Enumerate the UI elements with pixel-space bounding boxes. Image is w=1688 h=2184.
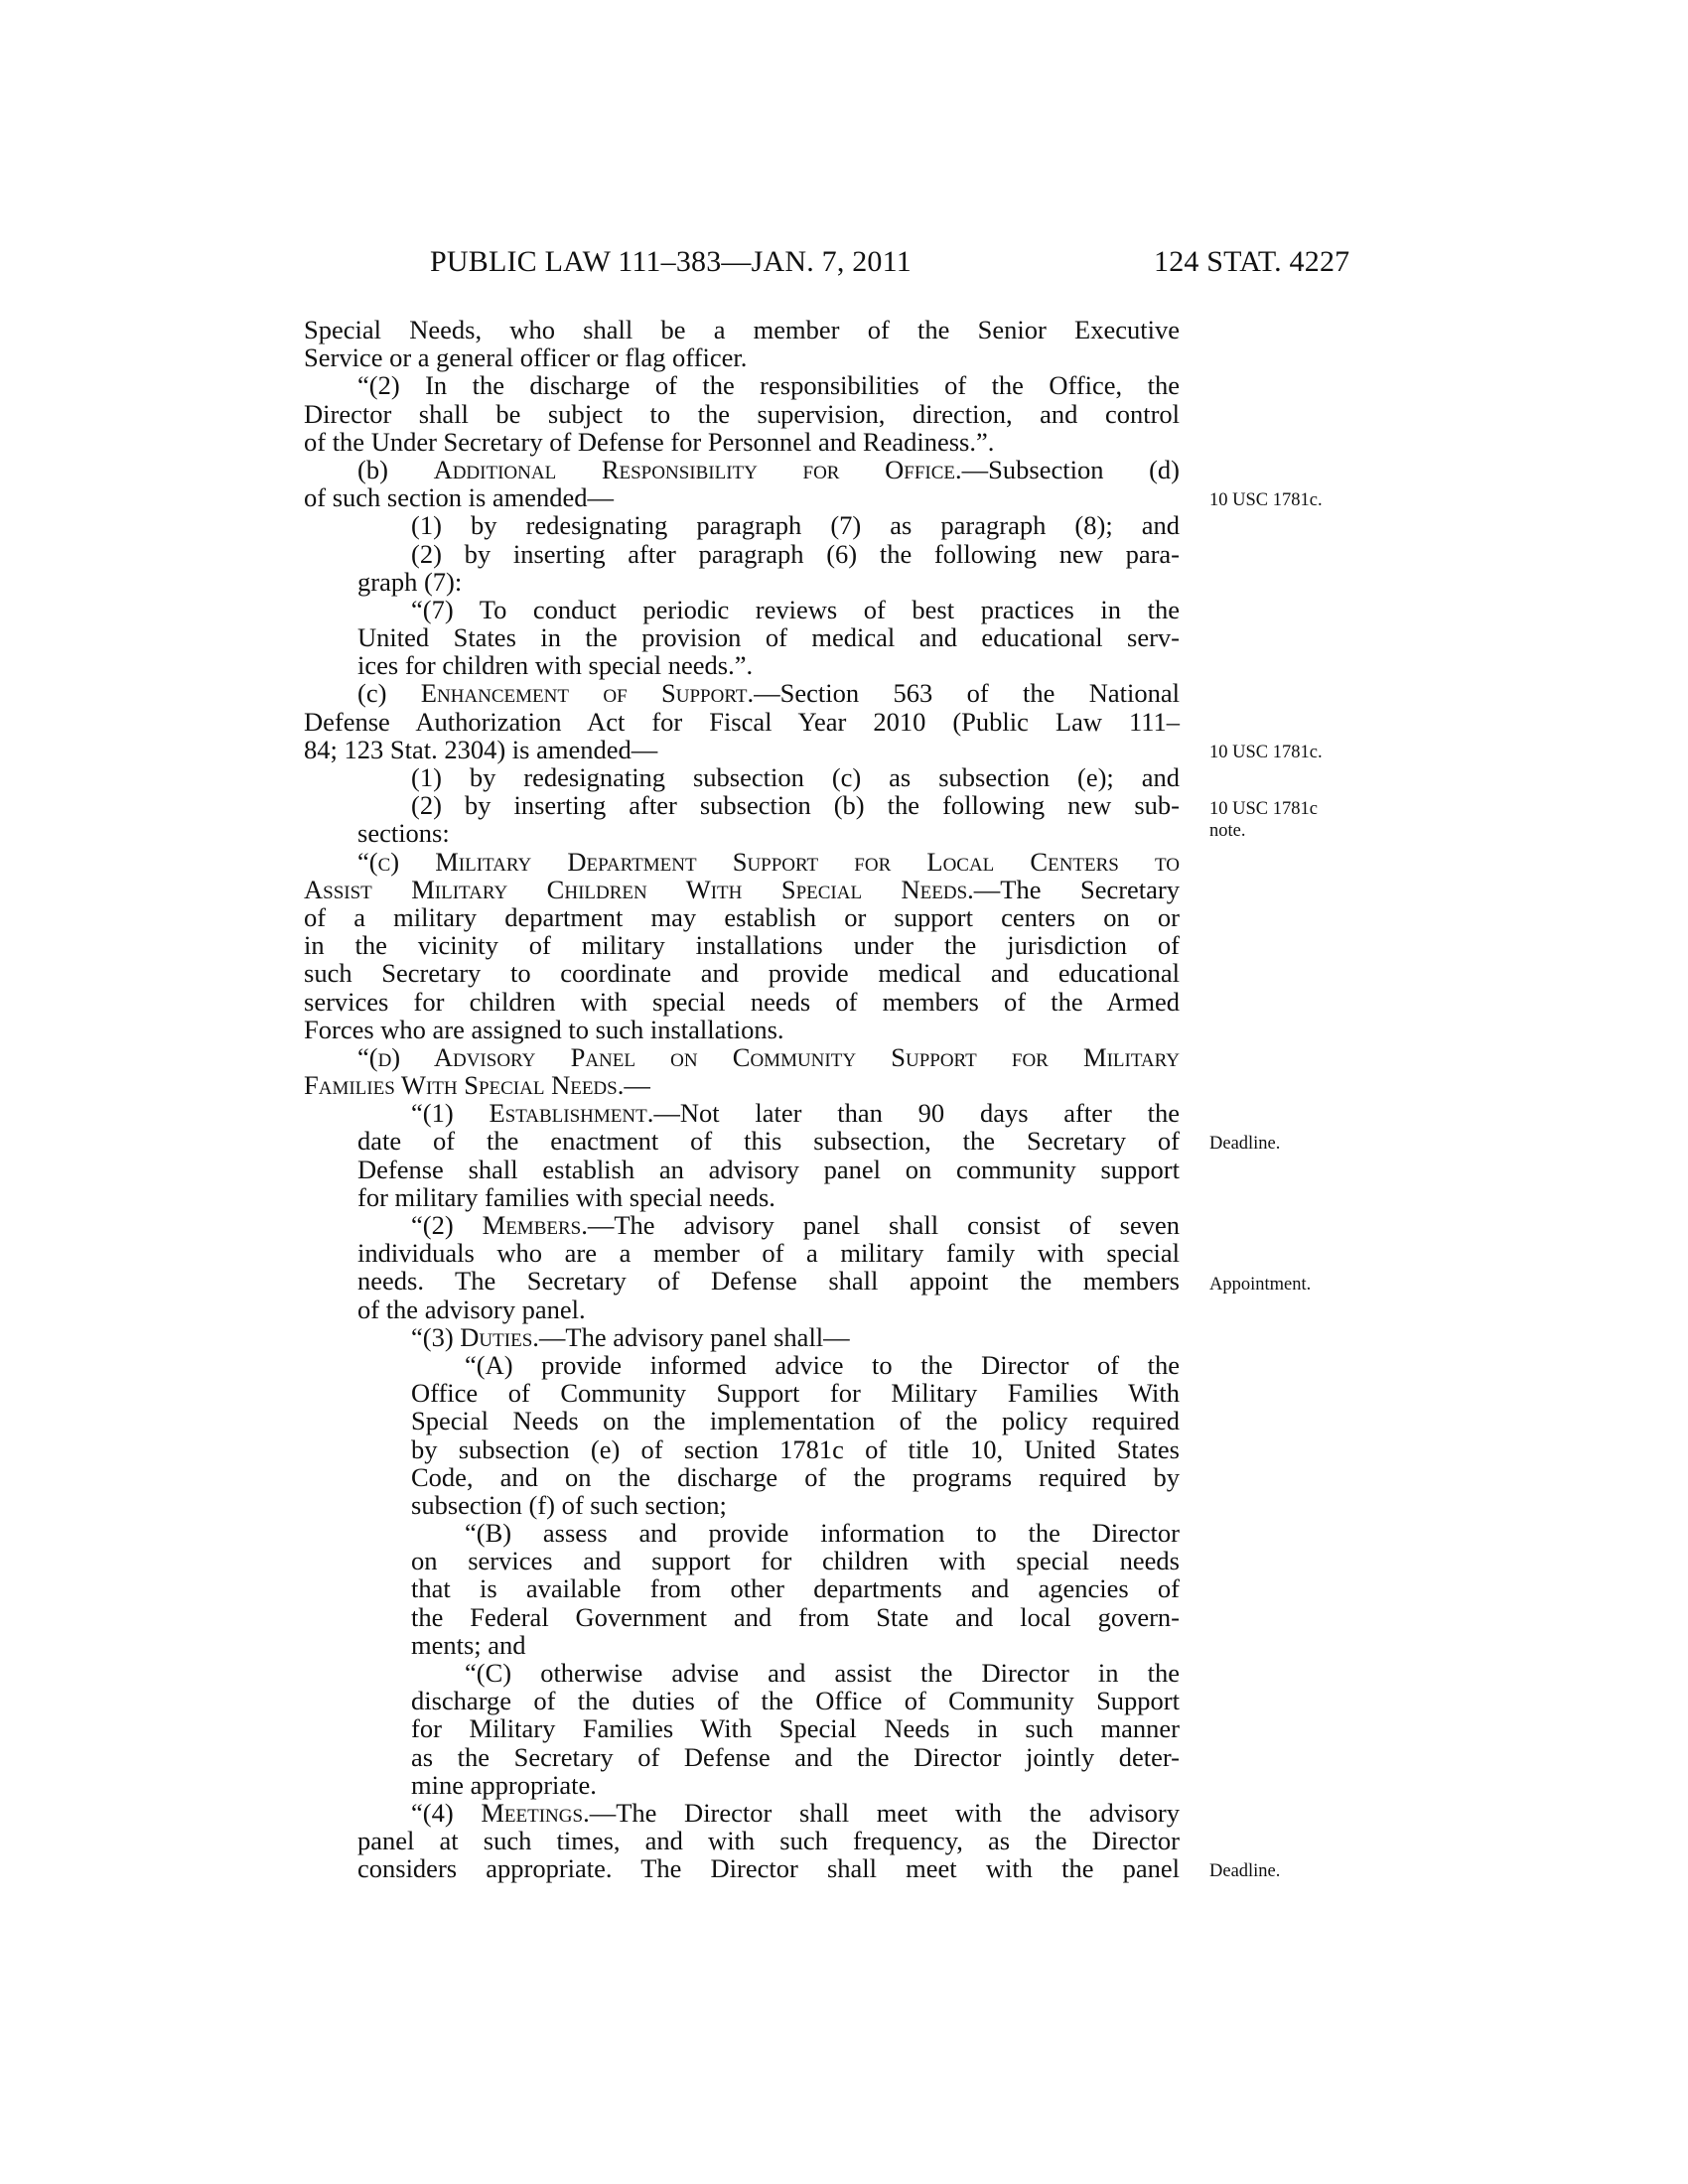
- text-line: that is available from other departments and agencies of: [411, 1573, 1180, 1604]
- text-line: of a military department may establish or support centers on or: [304, 901, 1180, 932]
- running-header-page: 124 STAT. 4227: [1154, 245, 1350, 278]
- text-line: of such section is amended—: [304, 482, 615, 513]
- subsection-heading-d-cont: Families With Special Needs.—: [304, 1070, 650, 1101]
- paragraph-members: “(2) Members.—The advisory panel shall consist of seven: [411, 1210, 1180, 1240]
- statute-body: [304, 316, 1180, 1883]
- margin-note-usc: 10 USC 1781c.: [1209, 743, 1323, 762]
- text-line: date of the enactment of this subsection, the Secretary of: [357, 1126, 1180, 1157]
- margin-note-note: note.: [1209, 821, 1246, 841]
- text-line: graph (7):: [357, 566, 463, 597]
- text-line: “(2) In the discharge of the responsibilities of the Office, the: [357, 370, 1180, 401]
- text-line: needs. The Secretary of Defense shall appoint the members: [357, 1266, 1180, 1297]
- running-header-title: PUBLIC LAW 111–383—JAN. 7, 2011: [430, 245, 912, 278]
- text-line: “(C) otherwise advise and assist the Director in the: [465, 1658, 1180, 1688]
- text-line: Service or a general officer or flag officer.: [304, 342, 748, 373]
- text-line: discharge of the duties of the Office of Community Support: [411, 1686, 1180, 1716]
- text-line: Defense shall establish an advisory panel on community support: [357, 1154, 1180, 1184]
- text-line: ments; and: [411, 1629, 526, 1660]
- section-heading-b-text: Additional Responsibility for Office: [433, 454, 956, 484]
- text-line: Forces who are assigned to such installations.: [304, 1014, 784, 1044]
- text-line: individuals who are a member of a military family with special: [357, 1238, 1180, 1269]
- subsection-heading-d: “(d) Advisory Panel on Community Support for Military: [357, 1041, 1180, 1072]
- text-line: in the vicinity of military installations under the jurisdiction of: [304, 930, 1180, 961]
- margin-note-usc: 10 USC 1781c.: [1209, 490, 1323, 510]
- text-line: services for children with special needs of members of the Armed: [304, 986, 1180, 1017]
- text-line: mine appropriate.: [411, 1769, 597, 1800]
- text-line: of the advisory panel.: [357, 1294, 586, 1324]
- text-line: (1) by redesignating paragraph (7) as paragraph (8); and: [411, 510, 1180, 541]
- text-line: on services and support for children with special needs: [411, 1546, 1180, 1576]
- paragraph-establishment: “(1) Establishment.—Not later than 90 days after the: [411, 1098, 1180, 1129]
- text-line: such Secretary to coordinate and provide medical and educational: [304, 958, 1180, 989]
- text-line: panel at such times, and with such frequency, as the Director: [357, 1826, 1180, 1856]
- text-line: Special Needs, who shall be a member of the Senior Executive: [304, 315, 1180, 344]
- text-line: as the Secretary of Defense and the Director jointly deter-: [411, 1741, 1180, 1772]
- text-line: (2) by inserting after subsection (b) the following new sub-: [411, 790, 1180, 821]
- section-heading-b: (b) Additional Responsibility for Office.—Subsection (d): [357, 454, 1180, 484]
- text-line: sections:: [357, 818, 450, 849]
- text-line: (2) by inserting after paragraph (6) the following new para-: [411, 538, 1180, 569]
- text-line: ices for children with special needs.”.: [357, 650, 754, 681]
- text-line: Defense Authorization Act for Fiscal Year 2010 (Public Law 111–: [304, 706, 1180, 737]
- text-line: “(7) To conduct periodic reviews of best practices in the: [411, 594, 1180, 624]
- text-line: (1) by redesignating subsection (c) as subsection (e); and: [411, 762, 1180, 792]
- text-line: for military families with special needs.: [357, 1181, 775, 1212]
- text-line: Code, and on the discharge of the programs required by: [411, 1461, 1180, 1492]
- text-line: United States in the provision of medical and educational serv-: [357, 622, 1180, 653]
- subsection-heading-c: “(c) Military Department Support for Local Centers to: [357, 846, 1180, 877]
- text-line: “(A) provide informed advice to the Director of the: [465, 1349, 1180, 1380]
- paragraph-meetings: “(4) Meetings.—The Director shall meet with the advisory: [411, 1797, 1180, 1828]
- text-line: 84; 123 Stat. 2304) is amended—: [304, 734, 658, 764]
- text-line: considers appropriate. The Director shall meet with the panel: [357, 1853, 1180, 1884]
- margin-note-deadline: Deadline.: [1209, 1861, 1281, 1881]
- text-line: for Military Families With Special Needs in such manner: [411, 1713, 1180, 1744]
- margin-note-deadline: Deadline.: [1209, 1134, 1281, 1154]
- text-line: subsection (f) of such section;: [411, 1489, 727, 1520]
- margin-note-usc: 10 USC 1781c: [1209, 799, 1318, 819]
- text-line: “(B) assess and provide information to the Director: [465, 1518, 1180, 1549]
- section-heading-c: (c) Enhancement of Support.—Section 563 of the National: [357, 678, 1181, 709]
- text-line: by subsection (e) of section 1781c of title 10, United States: [411, 1433, 1180, 1464]
- text-line: Special Needs on the implementation of the policy required: [411, 1406, 1180, 1436]
- subsection-heading-c-cont: Assist Military Children With Special Needs.—The Secretary: [304, 874, 1181, 904]
- margin-note-appointment: Appointment.: [1209, 1275, 1312, 1295]
- text-line: of the Under Secretary of Defense for Personnel and Readiness.”.: [304, 426, 995, 457]
- paragraph-duties: “(3) Duties.—The advisory panel shall—: [411, 1321, 850, 1352]
- text-line: Director shall be subject to the supervision, direction, and control: [304, 398, 1180, 429]
- text-line: the Federal Government and from State and local govern-: [411, 1601, 1180, 1632]
- text-line: Office of Community Support for Military Families With: [411, 1378, 1180, 1409]
